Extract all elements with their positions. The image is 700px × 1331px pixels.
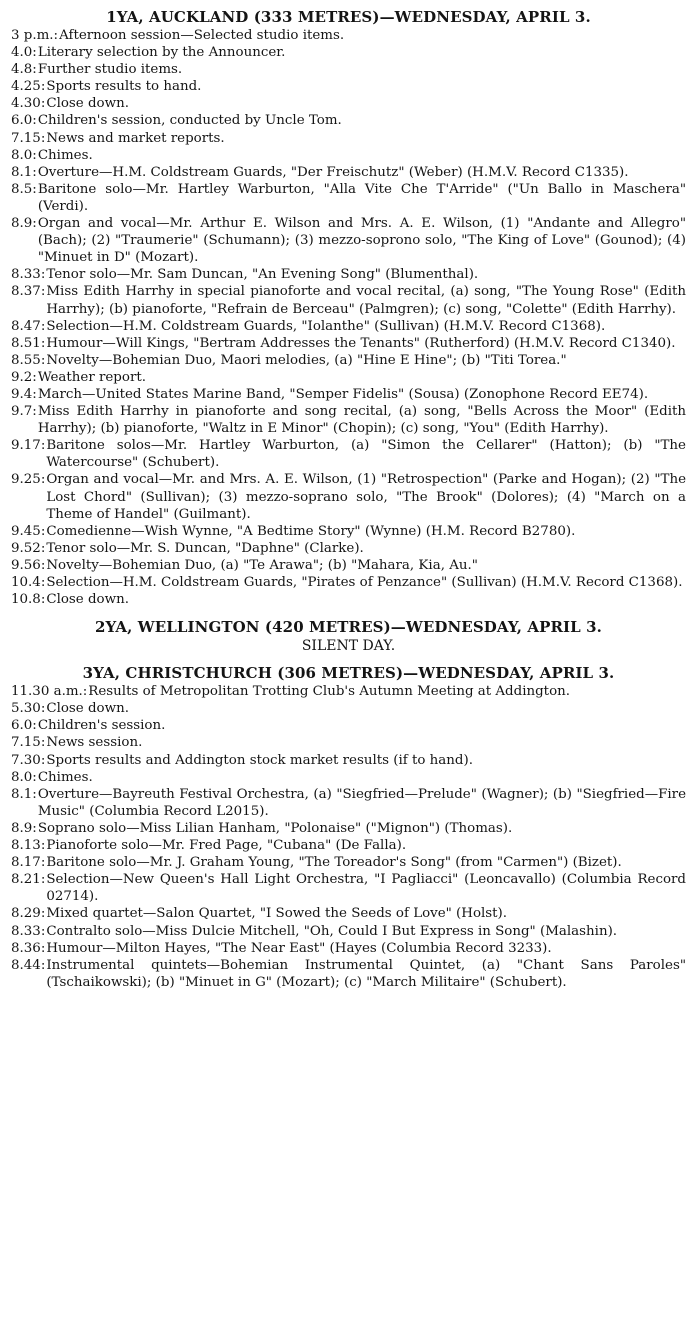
entry-text: Further studio items. xyxy=(37,62,183,78)
programme-entry xyxy=(11,386,686,403)
entry-text: Contralto solo—Miss Dulcie Mitchell, "Oh, Could I But Express in Song" (Malashin). xyxy=(46,923,618,939)
entry-time: 4.0: xyxy=(11,45,37,61)
entry-text: Weather report. xyxy=(37,369,146,385)
programme-entry xyxy=(11,352,686,369)
programme-entry xyxy=(11,591,686,608)
entry-time: 9.25: xyxy=(11,472,46,488)
programme-entry xyxy=(11,95,686,112)
programme-entry xyxy=(11,871,686,905)
entry-text: Sports results and Addington stock market results (if to hand). xyxy=(46,752,473,768)
section-heading-1ya: 1YA, AUCKLAND (333 METRES)—WEDNESDAY, APRIL 3. xyxy=(106,8,591,26)
programme-entry xyxy=(11,820,686,837)
programme-entry xyxy=(11,266,686,283)
entry-time: 8.1: xyxy=(11,164,37,180)
entry-text: Chimes. xyxy=(37,147,93,163)
entry-time: 8.9: xyxy=(11,820,37,836)
entry-text: Comedienne—Wish Wynne, "A Bedtime Story" (Wynne) (H.M. Record B2780). xyxy=(46,523,576,539)
entry-time: 8.9: xyxy=(11,216,37,232)
programme-entry xyxy=(11,769,686,786)
entry-time: 8.33: xyxy=(11,923,46,939)
section-heading-2ya: 2YA, WELLINGTON (420 METRES)—WEDNESDAY, APRIL 3. xyxy=(94,618,602,637)
programme-entry xyxy=(11,574,686,591)
entry-time: 6.0: xyxy=(11,113,37,129)
programme-entry xyxy=(11,523,686,540)
entry-time: 4.30: xyxy=(11,96,46,112)
entry-text: Overture—Bayreuth Festival Orchestra, (a) "Siegfried—Prelude" (Wagner); (b) "Siegfried—Fire Music" (Columbia Record L2015). xyxy=(37,786,686,819)
entry-text: Children's session, conducted by Uncle Tom. xyxy=(37,113,342,129)
entry-time: 8.37: xyxy=(11,284,46,300)
entry-text: Humour—Will Kings, "Bertram Addresses the Tenants" (Rutherford) (H.M.V. Record C1340). xyxy=(46,335,676,351)
programme-entry xyxy=(11,369,686,386)
entry-time: 9.17: xyxy=(11,438,46,454)
entry-text: Selection—New Queen's Hall Light Orchestra, "I Pagliacci" (Leoncavallo) (Columbia Record 02714). xyxy=(46,872,686,905)
programme-entry xyxy=(11,164,686,181)
programme-entry xyxy=(11,940,686,957)
entry-time: 9.2: xyxy=(11,369,37,385)
programme-entry xyxy=(11,557,686,574)
entry-time: 8.1: xyxy=(11,786,37,802)
programme-entry xyxy=(11,61,686,78)
entry-time: 8.55: xyxy=(11,352,46,368)
entry-time: 8.33: xyxy=(11,267,46,283)
entry-time: 8.5: xyxy=(11,181,37,197)
programme-entry xyxy=(11,215,686,266)
entry-text: Mixed quartet—Salon Quartet, "I Sowed the Seeds of Love" (Holst). xyxy=(46,906,508,922)
programme-list-3ya xyxy=(11,683,686,991)
entry-time: 9.56: xyxy=(11,557,46,573)
programme-entry xyxy=(11,905,686,922)
programme-entry xyxy=(11,540,686,557)
programme-entry xyxy=(11,283,686,317)
programme-entry xyxy=(11,837,686,854)
entry-text: Tenor solo—Mr. Sam Duncan, "An Evening Song" (Blumenthal). xyxy=(46,267,479,283)
entry-text: Close down. xyxy=(46,701,129,717)
entry-text: Overture—H.M. Coldstream Guards, "Der Freischutz" (Weber) (H.M.V. Record C1335). xyxy=(37,164,629,180)
entry-time: 8.47: xyxy=(11,318,46,334)
entry-text: Children's session. xyxy=(37,718,166,734)
entry-text: Organ and vocal—Mr. and Mrs. A. E. Wilson, (1) "Retrospection" (Parke and Hogan); (2) "The Lost Chord" (Sullivan); (3) mezzo-soprano solo, "The Brook" (Dolores); (4) "March on a Theme of Handel" (Guilmant). xyxy=(46,472,686,522)
entry-time: 8.13: xyxy=(11,838,46,854)
programme-entry xyxy=(11,700,686,717)
entry-text: Novelty—Bohemian Duo, (a) "Te Arawa"; (b) "Mahara, Kia, Au." xyxy=(46,557,478,573)
entry-text: Organ and vocal—Mr. Arthur E. Wilson and Mrs. A. E. Wilson, (1) "Andante and Allegro" (Bach); (2) "Traumerie" (Schumann); (3) mezzo-soprono solo, "The King of Love" (Gounod); (4) "Minuet in D" (Mozart). xyxy=(37,216,686,266)
programme-entry xyxy=(11,752,686,769)
programme-entry xyxy=(11,44,686,61)
programme-entry xyxy=(11,78,686,95)
section-spacer xyxy=(11,656,686,664)
entry-text: Close down. xyxy=(46,96,129,112)
programme-entry xyxy=(11,130,686,147)
entry-time: 8.51: xyxy=(11,335,46,351)
section-heading-3ya: 3YA, CHRISTCHURCH (306 METRES)—WEDNESDAY, APRIL 3. xyxy=(82,664,615,683)
programme-list-1ya xyxy=(11,27,686,608)
entry-text: Chimes. xyxy=(37,769,93,785)
programme-entry xyxy=(11,717,686,734)
programme-entry xyxy=(11,854,686,871)
programme-entry xyxy=(11,112,686,129)
programme-entry xyxy=(11,923,686,940)
programme-entry xyxy=(11,318,686,335)
entry-text: Tenor solo—Mr. S. Duncan, "Daphne" (Clarke). xyxy=(46,540,364,556)
entry-time: 8.17: xyxy=(11,855,46,871)
entry-text: Pianoforte solo—Mr. Fred Page, "Cubana" (De Falla). xyxy=(46,838,407,854)
entry-time: 7.15: xyxy=(11,735,46,751)
entry-text: Baritone solos—Mr. Hartley Warburton, (a) "Simon the Cellarer" (Hatton); (b) "The Watercourse" (Schubert). xyxy=(46,438,686,471)
programme-entry xyxy=(11,27,686,44)
programme-entry xyxy=(11,147,686,164)
section-spacer xyxy=(11,608,686,618)
entry-text: Novelty—Bohemian Duo, Maori melodies, (a) "Hine E Hine"; (b) "Titi Torea." xyxy=(46,352,567,368)
entry-text: Miss Edith Harrhy in special pianoforte and vocal recital, (a) song, "The Young Rose" (Edith Harrhy); (b) pianoforte, "Refrain de Berceau" (Palmgren); (c) song, "Colette" (Edith Harrhy). xyxy=(46,284,686,317)
entry-time: 3 p.m.: xyxy=(11,28,59,43)
entry-time: 9.52: xyxy=(11,540,46,556)
entry-text: Humour—Milton Hayes, "The Near East" (Hayes (Columbia Record 3233). xyxy=(46,940,552,956)
silent-day-notice: SILENT DAY. xyxy=(301,638,396,655)
programme-entry xyxy=(11,471,686,522)
entry-time: 8.0: xyxy=(11,769,37,785)
entry-text: News session. xyxy=(46,735,143,751)
entry-text: Instrumental quintets—Bohemian Instrumental Quintet, (a) "Chant Sans Paroles" (Tschaikowski); (b) "Minuet in G" (Mozart); (c) "March Militaire" (Schubert). xyxy=(46,957,686,990)
programme-entry xyxy=(11,335,686,352)
entry-time: 10.4: xyxy=(11,575,46,590)
programme-entry xyxy=(11,734,686,751)
entry-text: Literary selection by the Announcer. xyxy=(37,45,286,61)
entry-text: Close down. xyxy=(46,592,129,608)
programme-entry xyxy=(11,181,686,215)
entry-text: News and market reports. xyxy=(46,130,225,146)
entry-text: Soprano solo—Miss Lilian Hanham, "Polonaise" ("Mignon") (Thomas). xyxy=(37,820,513,836)
entry-text: Afternoon session—Selected studio items. xyxy=(59,28,345,43)
entry-time: 9.7: xyxy=(11,404,37,420)
entry-time: 4.25: xyxy=(11,79,46,95)
programme-entry xyxy=(11,786,686,820)
entry-text: Baritone solo—Mr. J. Graham Young, "The Toreador's Song" (from "Carmen") (Bizet). xyxy=(46,855,622,871)
entry-time: 7.30: xyxy=(11,752,46,768)
entry-time: 8.21: xyxy=(11,872,46,888)
entry-text: Selection—H.M. Coldstream Guards, "Iolanthe" (Sullivan) (H.M.V. Record C1368). xyxy=(46,318,606,334)
entry-text: Miss Edith Harrhy in pianoforte and song recital, (a) song, "Bells Across the Moor" (Edith Harrhy); (b) pianoforte, "Waltz in E Minor" (Chopin); (c) song, "You" (Edith Harrhy). xyxy=(37,404,686,437)
entry-time: 8.36: xyxy=(11,940,46,956)
programme-entry xyxy=(11,437,686,471)
entry-time: 4.8: xyxy=(11,62,37,78)
programme-entry xyxy=(11,683,686,700)
entry-text: March—United States Marine Band, "Semper Fidelis" (Sousa) (Zonophone Record EE74). xyxy=(37,386,649,402)
entry-text: Sports results to hand. xyxy=(46,79,202,95)
entry-time: 10.8: xyxy=(11,592,46,608)
entry-text: Results of Metropolitan Trotting Club's Autumn Meeting at Addington. xyxy=(88,684,571,700)
entry-time: 6.0: xyxy=(11,718,37,734)
programme-entry xyxy=(11,403,686,437)
entry-time: 11.30 a.m.: xyxy=(11,684,88,700)
entry-text: Baritone solo—Mr. Hartley Warburton, "Alla Vite Che T'Arride" ("Un Ballo in Maschera" (Verdi). xyxy=(37,181,686,214)
entry-time: 8.29: xyxy=(11,906,46,922)
programme-entry xyxy=(11,957,686,991)
entry-time: 7.15: xyxy=(11,130,46,146)
entry-time: 5.30: xyxy=(11,701,46,717)
entry-time: 9.45: xyxy=(11,523,46,539)
entry-time: 9.4: xyxy=(11,386,37,402)
entry-text: Selection—H.M. Coldstream Guards, "Pirates of Penzance" (Sullivan) (H.M.V. Record C1368). xyxy=(46,575,683,590)
entry-time: 8.44: xyxy=(11,957,46,973)
entry-time: 8.0: xyxy=(11,147,37,163)
